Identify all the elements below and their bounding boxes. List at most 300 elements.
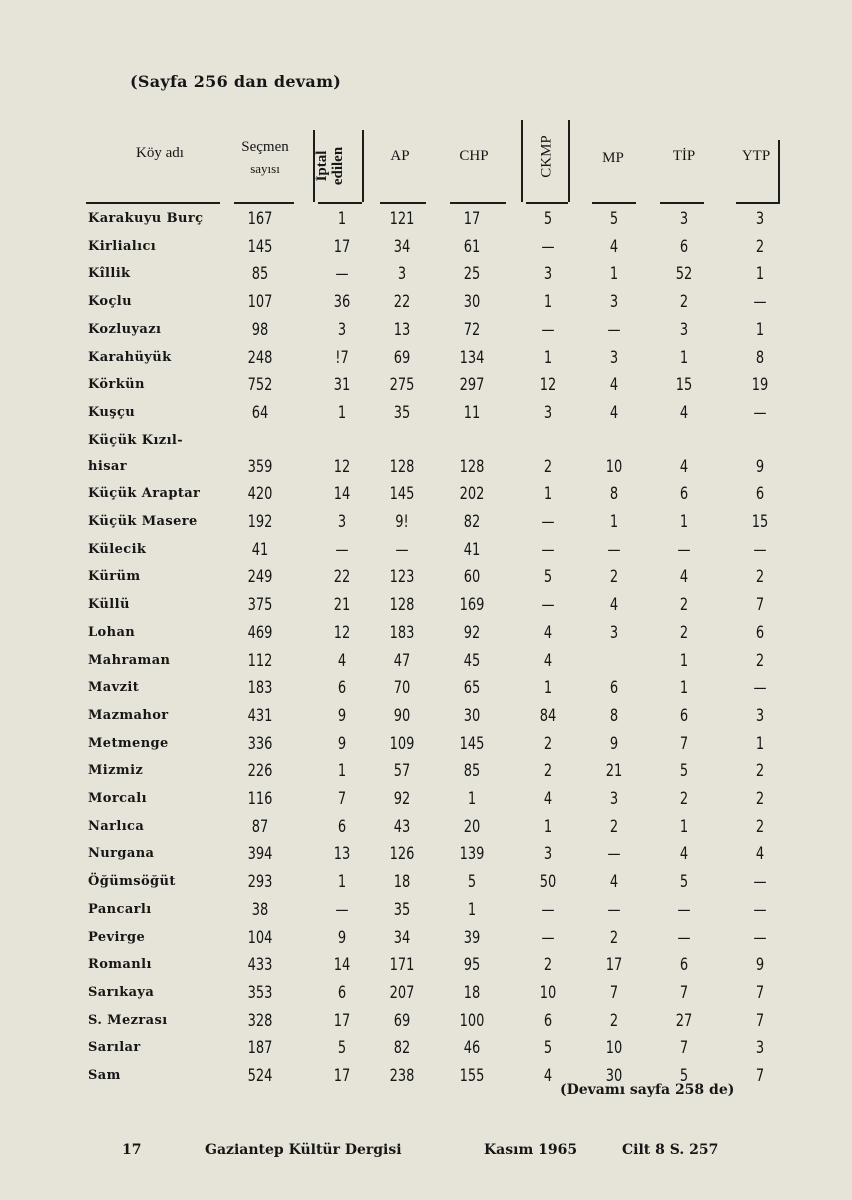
cell-tip: 7 (679, 1038, 689, 1059)
table-row (0, 704, 852, 732)
row-name: Küçük Masere (88, 514, 198, 529)
cell-ckmp: 1 (543, 292, 553, 313)
cell-iptal: 12 (333, 622, 351, 643)
cell-tip: 6 (679, 236, 689, 257)
cell-secmen: 38 (251, 899, 269, 920)
cell-iptal: 3 (337, 512, 347, 532)
cell-ap: 171 (389, 955, 415, 976)
cell-ap: 123 (389, 567, 415, 588)
header-rule-secmen (234, 202, 294, 204)
cell-chp: 134 (459, 347, 485, 368)
row-name-line1: Küçük Kızıl- (88, 432, 184, 448)
cell-ckmp: 6 (543, 1010, 553, 1031)
row-name: S. Mezrası (88, 1012, 168, 1028)
cell-mp: 3 (609, 789, 619, 809)
cell-chp: 30 (463, 705, 481, 726)
cell-ytp: — (753, 899, 767, 920)
table-row (0, 926, 852, 954)
cell-tip: 2 (679, 622, 689, 643)
continuation-header: (Sayfa 256 dan devam) (130, 72, 342, 91)
cell-chp: 202 (459, 484, 485, 505)
row-name: Nurgana (88, 846, 155, 862)
cell-mp: — (607, 899, 621, 920)
cell-ckmp: 2 (543, 761, 553, 782)
cell-mp: — (607, 319, 621, 340)
cell-secmen: 420 (247, 484, 273, 505)
cell-chp: 128 (459, 456, 485, 477)
cell-chp: 92 (463, 622, 481, 643)
cell-tip: 4 (679, 567, 689, 588)
cell-iptal: 36 (333, 292, 351, 313)
table-row (0, 732, 852, 760)
col-header-iptal-line2: edilen (330, 146, 346, 186)
col-divider-ytp (778, 140, 780, 202)
cell-ytp: 9 (755, 955, 765, 976)
cell-ckmp: 84 (539, 705, 557, 726)
cell-iptal: — (335, 264, 349, 285)
footer-journal-title: Gaziantep Kültür Dergisi (205, 1142, 402, 1158)
cell-mp: 21 (605, 761, 623, 782)
cell-iptal: 1 (337, 209, 347, 229)
cell-ckmp: 4 (543, 789, 553, 809)
row-name: Körkün (88, 377, 145, 393)
row-name: Metmenge (88, 735, 169, 751)
cell-iptal: 7 (337, 789, 347, 809)
cell-tip: 6 (679, 705, 689, 726)
cell-secmen: 145 (247, 236, 273, 257)
cell-chp: 100 (459, 1010, 485, 1031)
cell-ytp: 6 (755, 622, 765, 643)
cell-ap: 34 (393, 236, 411, 257)
cell-chp: 145 (459, 733, 485, 754)
cell-tip: 52 (675, 264, 693, 285)
cell-tip: 15 (675, 375, 693, 396)
row-name: Mizmiz (88, 763, 144, 779)
col-header-ytp: YTP (741, 148, 771, 164)
cell-ap: 9! (395, 512, 409, 532)
cell-ap: 128 (389, 456, 415, 477)
cell-tip: 3 (679, 209, 689, 229)
cell-secmen: 192 (247, 512, 273, 532)
cell-iptal: 21 (333, 595, 351, 616)
cell-ckmp: 10 (539, 982, 557, 1003)
table-row (0, 649, 852, 677)
cell-tip: — (677, 899, 691, 920)
cell-ytp: 9 (755, 456, 765, 477)
cell-tip: 2 (679, 595, 689, 616)
cell-iptal: 9 (337, 733, 347, 754)
cell-ckmp: 5 (543, 209, 553, 229)
cell-mp: 4 (609, 872, 619, 893)
row-name: Koçlu (88, 294, 132, 310)
cell-ytp: 1 (755, 264, 765, 285)
cell-ytp: — (753, 872, 767, 893)
header-rule-ap (380, 202, 426, 204)
row-name: Mahraman (88, 652, 171, 668)
cell-ap: 69 (393, 1010, 411, 1031)
row-name: Kirlialıcı (88, 238, 157, 254)
cell-ap: 35 (393, 402, 411, 423)
cell-chp: 155 (459, 1066, 485, 1086)
cell-ap: 70 (393, 678, 411, 699)
table-row (0, 787, 852, 815)
cell-ap: 121 (389, 209, 415, 229)
cell-mp: — (607, 844, 621, 865)
continued-note: (Devamı sayfa 258 de) (560, 1082, 735, 1098)
cell-tip: 1 (679, 678, 689, 699)
cell-ap: 22 (393, 292, 411, 313)
row-name: Kürüm (88, 569, 141, 585)
cell-tip: 5 (679, 761, 689, 782)
footer-volume: Cilt 8 S. 257 (622, 1142, 719, 1158)
cell-ap: — (395, 539, 409, 560)
table-row (0, 510, 852, 538)
table-row (0, 482, 852, 510)
cell-secmen: 98 (251, 319, 269, 340)
table-row (0, 898, 852, 926)
cell-ap: 69 (393, 347, 411, 368)
cell-chp: 95 (463, 955, 481, 976)
cell-secmen: 116 (247, 789, 273, 809)
cell-tip: 6 (679, 484, 689, 505)
col-header-secmen (225, 136, 305, 180)
cell-ap: 82 (393, 1038, 411, 1059)
row-name: Kozluyazı (88, 321, 162, 337)
footer-page-marker: 17 (122, 1142, 142, 1158)
cell-mp: 4 (609, 595, 619, 616)
cell-ckmp: 1 (543, 816, 553, 837)
cell-ytp: 19 (751, 375, 769, 396)
table-row (0, 759, 852, 787)
cell-secmen: 85 (251, 264, 269, 285)
cell-ytp: 7 (755, 595, 765, 616)
cell-ytp: 3 (755, 1038, 765, 1059)
cell-mp: 4 (609, 375, 619, 396)
cell-ytp: 3 (755, 209, 765, 229)
cell-iptal: 6 (337, 816, 347, 837)
row-name: Küçük Araptar (88, 486, 201, 502)
row-name: Mavzit (88, 680, 140, 696)
cell-ckmp: 1 (543, 678, 553, 699)
cell-iptal: 5 (337, 1038, 347, 1059)
row-name: Mazmahor (88, 707, 169, 723)
cell-tip: 1 (679, 512, 689, 532)
col-header-chp: CHP (459, 148, 489, 164)
cell-ckmp: 3 (543, 264, 553, 285)
cell-ap: 18 (393, 872, 411, 893)
cell-secmen: 64 (251, 402, 269, 423)
col-header-iptal-line1: İptal (314, 150, 330, 182)
cell-tip: — (677, 927, 691, 948)
cell-ckmp: 1 (543, 347, 553, 368)
cell-ckmp: — (541, 595, 555, 616)
cell-chp: 17 (463, 209, 481, 229)
cell-ckmp: 2 (543, 955, 553, 976)
cell-ap: 3 (397, 264, 407, 285)
row-name: Karakuyu Burç (88, 211, 204, 226)
table-row (0, 676, 852, 704)
cell-chp: 82 (463, 512, 481, 532)
cell-ytp: — (753, 927, 767, 948)
header-rule-ytp (736, 202, 780, 204)
cell-mp: 7 (609, 982, 619, 1003)
table-row (0, 318, 852, 346)
cell-mp: 3 (609, 347, 619, 368)
col-header-ckmp: CKMP (538, 135, 555, 178)
cell-secmen: 336 (247, 733, 273, 754)
cell-iptal: 9 (337, 705, 347, 726)
cell-mp: 17 (605, 955, 623, 976)
row-name: Kuşçu (88, 404, 136, 420)
cell-ckmp: 3 (543, 402, 553, 423)
cell-mp: 1 (609, 512, 619, 532)
header-rule-name (86, 202, 220, 204)
cell-tip: 5 (679, 872, 689, 893)
cell-ckmp: — (541, 539, 555, 560)
cell-ckmp: — (541, 899, 555, 920)
cell-iptal: 6 (337, 982, 347, 1003)
cell-ytp: 8 (755, 347, 765, 368)
cell-chp: 30 (463, 292, 481, 313)
cell-ckmp: — (541, 512, 555, 532)
header-rule-ckmp (526, 202, 568, 204)
cell-mp: 8 (609, 705, 619, 726)
cell-ytp: — (753, 292, 767, 313)
cell-ckmp: 5 (543, 567, 553, 588)
cell-chp: 297 (459, 375, 485, 396)
cell-ckmp: 2 (543, 456, 553, 477)
cell-tip: 4 (679, 844, 689, 865)
col-divider-iptal (313, 130, 315, 202)
cell-iptal: !7 (335, 347, 349, 368)
row-name: Sam (88, 1068, 121, 1083)
row-name: Sarıkaya (88, 984, 155, 1000)
cell-secmen: 375 (247, 595, 273, 616)
cell-secmen: 183 (247, 678, 273, 699)
cell-ckmp: 3 (543, 844, 553, 865)
cell-ap: 35 (393, 899, 411, 920)
col-header-ap: AP (390, 148, 410, 164)
cell-iptal: 4 (337, 650, 347, 671)
cell-secmen: 249 (247, 567, 273, 588)
cell-ytp: 6 (755, 484, 765, 505)
table-row (0, 842, 852, 870)
cell-secmen: 431 (247, 705, 273, 726)
cell-chp: 139 (459, 844, 485, 865)
cell-mp: 30 (605, 1066, 623, 1086)
cell-mp: 6 (609, 678, 619, 699)
cell-ytp: 4 (755, 844, 765, 865)
table-row (0, 1036, 852, 1064)
cell-secmen: 226 (247, 761, 273, 782)
cell-mp: 3 (609, 622, 619, 643)
cell-ap: 126 (389, 844, 415, 865)
cell-iptal: 1 (337, 761, 347, 782)
cell-chp: 65 (463, 678, 481, 699)
cell-ap: 207 (389, 982, 415, 1003)
cell-ap: 109 (389, 733, 415, 754)
row-name: Pancarlı (88, 901, 152, 917)
table-row (0, 593, 852, 621)
cell-secmen: 433 (247, 955, 273, 976)
cell-ap: 90 (393, 705, 411, 726)
cell-ytp: 2 (755, 789, 765, 809)
cell-ytp: 7 (755, 982, 765, 1003)
cell-mp: — (607, 539, 621, 560)
row-name: Pevirge (88, 929, 146, 945)
table-row (0, 565, 852, 593)
cell-iptal: 14 (333, 955, 351, 976)
cell-secmen: 524 (247, 1066, 273, 1086)
table-row (0, 815, 852, 843)
cell-iptal: 17 (333, 1010, 351, 1031)
table-row (0, 207, 852, 235)
cell-ytp: 7 (755, 1066, 765, 1086)
cell-ytp: 1 (755, 733, 765, 754)
cell-iptal: 12 (333, 456, 351, 477)
cell-tip: 4 (679, 456, 689, 477)
row-name: hisar (88, 458, 127, 474)
cell-ckmp: 1 (543, 484, 553, 505)
cell-iptal: 9 (337, 927, 347, 948)
table-row (0, 621, 852, 649)
cell-mp: 2 (609, 1010, 619, 1031)
table-row (0, 401, 852, 429)
cell-tip: — (677, 539, 691, 560)
col-header-koy-adi: Köy adı (136, 145, 184, 161)
table-row (0, 870, 852, 898)
cell-mp: 4 (609, 402, 619, 423)
cell-ckmp: 12 (539, 375, 557, 396)
table-row (0, 953, 852, 981)
cell-chp: 72 (463, 319, 481, 340)
row-name: Lohan (88, 624, 136, 640)
cell-secmen: 328 (247, 1010, 273, 1031)
cell-ckmp: 4 (543, 1066, 553, 1086)
cell-ap: 13 (393, 319, 411, 340)
cell-secmen: 187 (247, 1038, 273, 1059)
cell-ap: 128 (389, 595, 415, 616)
cell-secmen: 167 (247, 209, 273, 229)
cell-iptal: — (335, 539, 349, 560)
cell-ckmp: — (541, 927, 555, 948)
cell-secmen: 87 (251, 816, 269, 837)
cell-iptal: 17 (333, 1066, 351, 1086)
cell-ap: 145 (389, 484, 415, 505)
cell-ap: 275 (389, 375, 415, 396)
cell-secmen: 112 (247, 650, 273, 671)
cell-tip: 4 (679, 402, 689, 423)
table-row (0, 455, 852, 483)
cell-secmen: 104 (247, 927, 273, 948)
cell-secmen: 107 (247, 292, 273, 313)
cell-ap: 43 (393, 816, 411, 837)
cell-mp: 2 (609, 816, 619, 837)
cell-secmen: 41 (251, 539, 269, 560)
cell-secmen: 469 (247, 622, 273, 643)
col-header-secmen-line1: Seçmen (241, 139, 289, 155)
cell-mp: 10 (605, 1038, 623, 1059)
cell-iptal: — (335, 899, 349, 920)
col-divider-ckmp-right (568, 120, 570, 202)
col-divider-ap (362, 130, 364, 202)
cell-ytp: 1 (755, 319, 765, 340)
cell-mp: 3 (609, 292, 619, 313)
cell-chp: 41 (463, 539, 481, 560)
header-rule-mp (592, 202, 636, 204)
cell-ap: 238 (389, 1066, 415, 1086)
cell-mp: 9 (609, 733, 619, 754)
row-name: Morcalı (88, 791, 147, 806)
cell-tip: 1 (679, 347, 689, 368)
cell-chp: 46 (463, 1038, 481, 1059)
cell-secmen: 353 (247, 982, 273, 1003)
header-rule-chp (450, 202, 506, 204)
header-rule-iptal (318, 202, 362, 204)
col-divider-ckmp-left (521, 120, 523, 202)
cell-tip: 7 (679, 733, 689, 754)
cell-chp: 61 (463, 236, 481, 257)
cell-secmen: 394 (247, 844, 273, 865)
cell-chp: 18 (463, 982, 481, 1003)
cell-iptal: 1 (337, 402, 347, 423)
cell-ytp: 2 (755, 567, 765, 588)
cell-mp: 10 (605, 456, 623, 477)
cell-ap: 183 (389, 622, 415, 643)
cell-mp: 8 (609, 484, 619, 505)
row-name: Romanlı (88, 957, 152, 973)
cell-chp: 60 (463, 567, 481, 588)
col-header-iptal (314, 136, 346, 196)
cell-chp: 45 (463, 650, 481, 671)
cell-ckmp: 2 (543, 733, 553, 754)
row-name: Öğümsöğüt (88, 874, 176, 890)
cell-chp: 85 (463, 761, 481, 782)
cell-chp: 169 (459, 595, 485, 616)
cell-tip: 1 (679, 816, 689, 837)
cell-secmen: 359 (247, 456, 273, 477)
cell-secmen: 248 (247, 347, 273, 368)
cell-ytp: 7 (755, 1010, 765, 1031)
cell-chp: 11 (463, 402, 481, 423)
cell-mp: 5 (609, 209, 619, 229)
col-header-mp: MP (602, 150, 624, 166)
cell-mp: 4 (609, 236, 619, 257)
cell-chp: 1 (467, 899, 477, 920)
cell-chp: 20 (463, 816, 481, 837)
table-row (0, 235, 852, 263)
cell-ytp: 3 (755, 705, 765, 726)
cell-iptal: 14 (333, 484, 351, 505)
col-header-tip: TİP (672, 148, 696, 164)
cell-tip: 27 (675, 1010, 693, 1031)
cell-ytp: 2 (755, 816, 765, 837)
table-row (0, 290, 852, 318)
cell-ap: 57 (393, 761, 411, 782)
cell-tip: 7 (679, 982, 689, 1003)
cell-iptal: 6 (337, 678, 347, 699)
table-row (0, 262, 852, 290)
cell-iptal: 22 (333, 567, 351, 588)
row-name: Küllü (88, 597, 130, 613)
cell-ytp: — (753, 402, 767, 423)
table-row (0, 373, 852, 401)
cell-ytp: 2 (755, 236, 765, 257)
cell-ckmp: — (541, 319, 555, 340)
cell-ap: 34 (393, 927, 411, 948)
row-name: Sarılar (88, 1040, 141, 1056)
cell-secmen: 752 (247, 375, 273, 396)
